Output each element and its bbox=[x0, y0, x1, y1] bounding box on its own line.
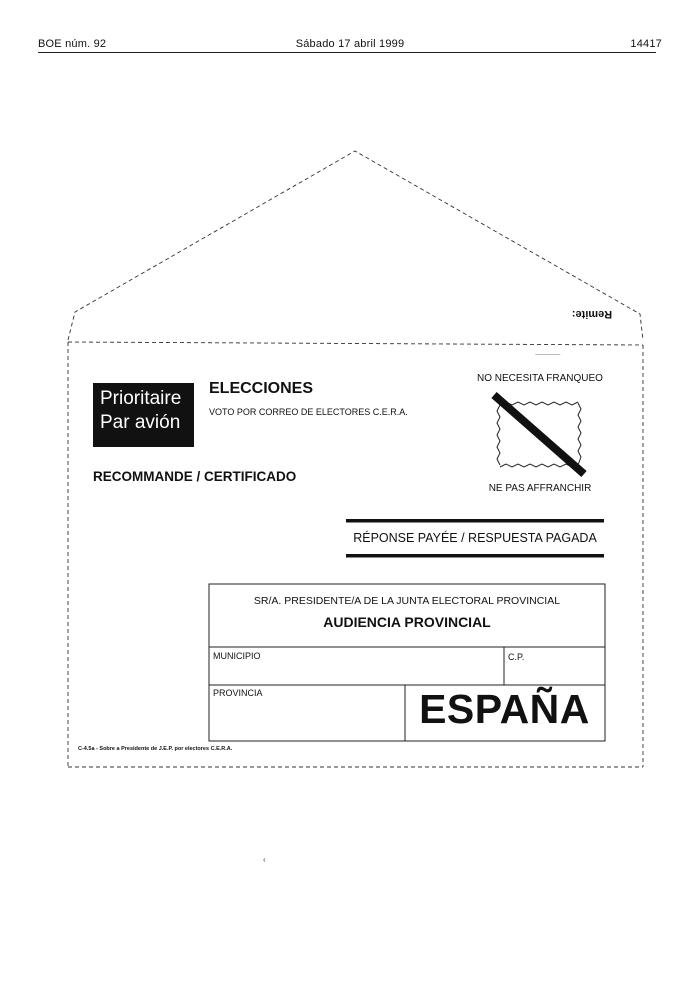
remite-label: Remite: bbox=[571, 308, 613, 320]
reply-rule-top bbox=[346, 519, 604, 523]
cp-label: C.P. bbox=[508, 652, 525, 662]
priority-line2: Par avión bbox=[100, 412, 181, 433]
recipient-line2: AUDIENCIA PROVINCIAL bbox=[323, 614, 491, 630]
priority-airmail-label bbox=[93, 383, 194, 447]
provincia-label: PROVINCIA bbox=[213, 688, 263, 698]
municipio-label: MUNICIPIO bbox=[213, 651, 261, 661]
envelope-fold-line bbox=[68, 342, 643, 345]
no-franqueo-label: NO NECESITA FRANQUEO bbox=[477, 373, 603, 384]
country-label: ESPAÑA bbox=[419, 686, 590, 732]
print-speck: ‹ bbox=[263, 855, 266, 864]
reply-rule-bottom bbox=[346, 554, 604, 558]
page-header-left: BOE núm. 92 bbox=[38, 38, 107, 50]
page-number: 14417 bbox=[630, 38, 662, 50]
envelope-flap bbox=[68, 151, 643, 340]
page-header-date: Sábado 17 abril 1999 bbox=[295, 38, 405, 50]
ne-pas-affranchir-label: NE PAS AFFRANCHIR bbox=[488, 483, 592, 494]
elecciones-title: ELECCIONES bbox=[209, 380, 314, 397]
form-footnote: C-4.5a - Sobre a Presidente de J.E.P. por electores C.E.R.A. bbox=[78, 746, 233, 752]
priority-line1: Prioritaire bbox=[100, 388, 182, 409]
stamp-mark: ~~~~~~~ bbox=[535, 352, 561, 359]
recipient-line1: SR/A. PRESIDENTE/A DE LA JUNTA ELECTORAL PROVINCIAL bbox=[253, 595, 561, 607]
elecciones-subtitle: VOTO POR CORREO DE ELECTORES C.E.R.A. bbox=[209, 407, 408, 417]
certificado-label: RECOMMANDE / CERTIFICADO bbox=[93, 469, 297, 484]
reply-paid-label: RÉPONSE PAYÉE / RESPUESTA PAGADA bbox=[353, 531, 597, 545]
stamp-strike-line bbox=[494, 395, 584, 474]
